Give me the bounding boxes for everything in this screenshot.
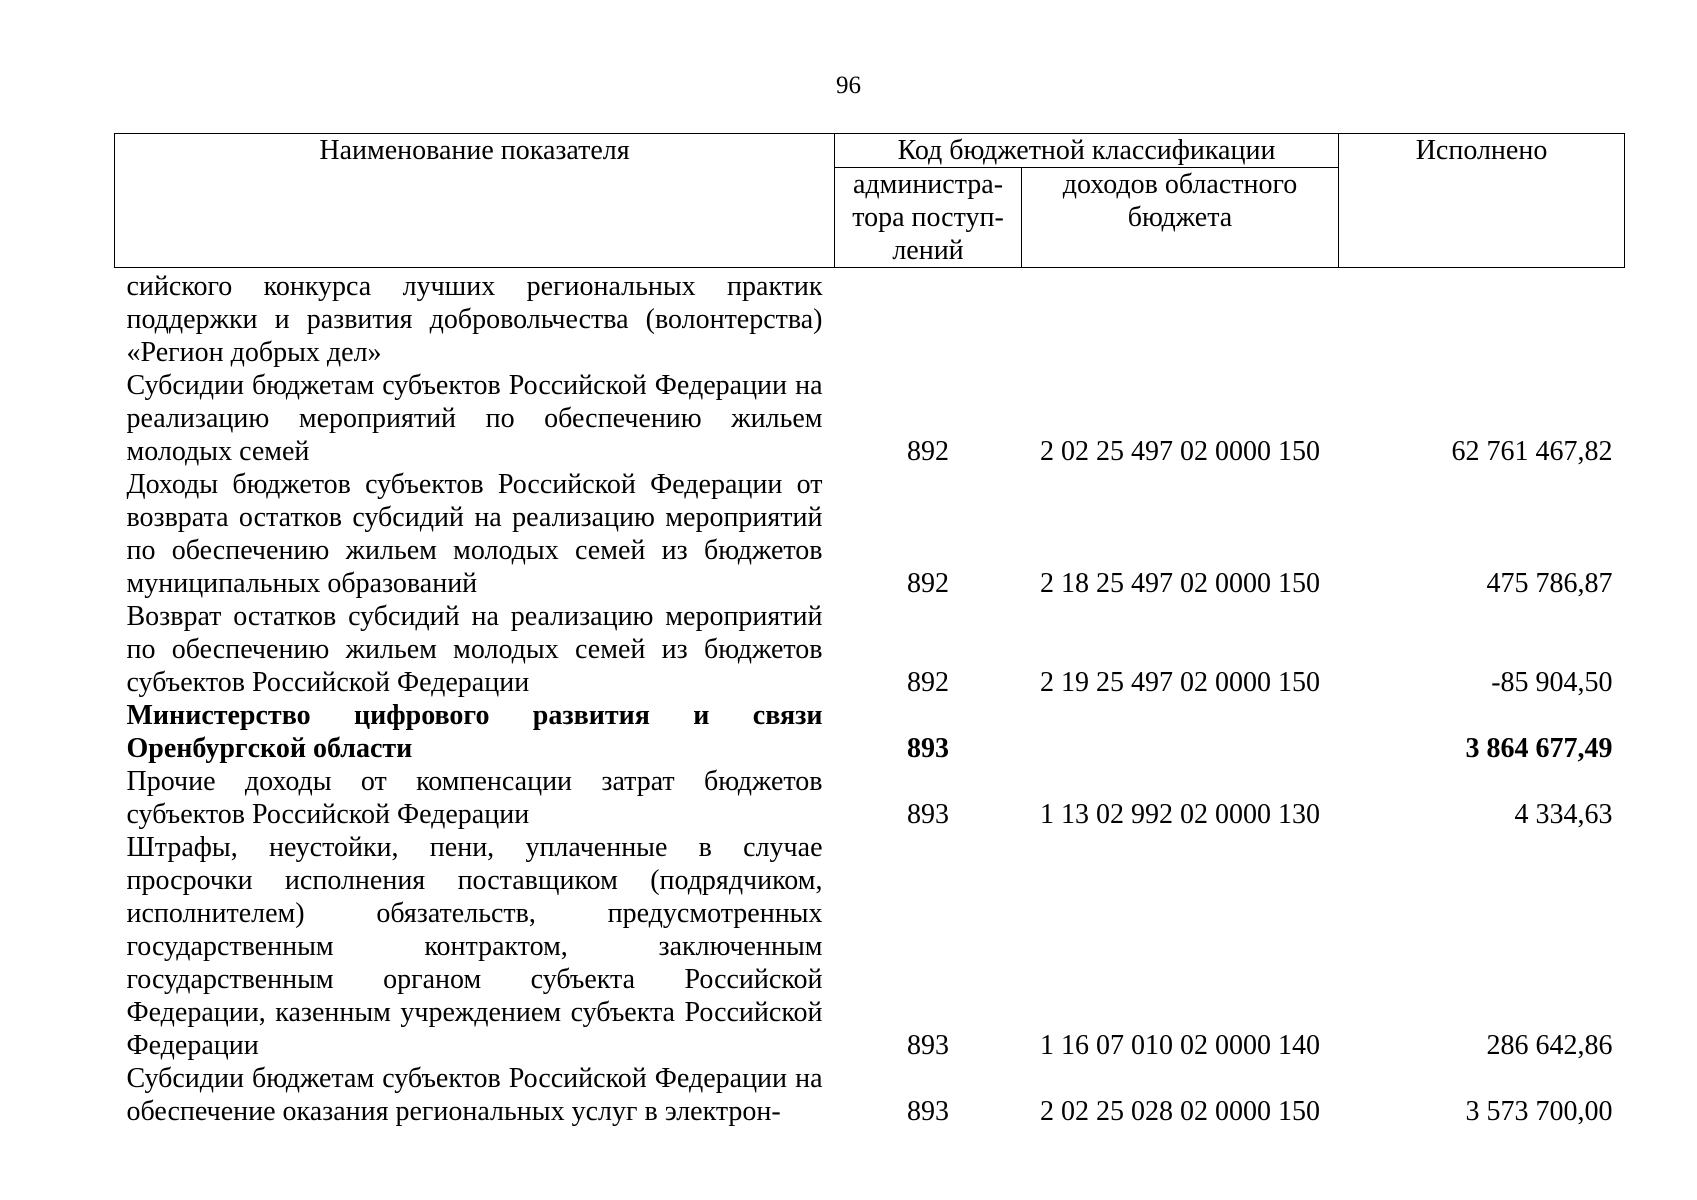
- row-administrator-code: 892: [907, 568, 949, 599]
- row-executed-amount: 3 573 700,00: [1465, 1096, 1613, 1127]
- row-executed-amount: -85 904,50: [1491, 667, 1613, 698]
- table-row: [115, 1062, 1625, 1128]
- table-header: [115, 134, 1625, 268]
- row-name: сийского конкурса лучших региональных практик поддержки и развития добровольчества (волонтерства) «Регион добрых дел»: [126, 271, 823, 368]
- header-revenue-label: доходов областного бюджета: [1062, 169, 1298, 233]
- table-row: [115, 468, 1625, 600]
- row-revenue-code: 2 02 25 028 02 0000 150: [1040, 1096, 1320, 1127]
- header-revenue: [1022, 168, 1339, 268]
- revenue-table: [114, 133, 1625, 1128]
- row-revenue-code: 1 16 07 010 02 0000 140: [1040, 1030, 1320, 1061]
- table-body: [115, 268, 1625, 1129]
- row-executed-amount: 4 334,63: [1514, 799, 1613, 830]
- row-name: Прочие доходы от компенсации затрат бюджетов субъектов Российской Федерации: [126, 766, 823, 830]
- row-administrator-code: 893: [907, 1030, 949, 1061]
- row-name: Доходы бюджетов субъектов Российской Федерации от возврата остатков субсидий на реализацию мероприятий по обеспечению жильем молодых семей из бюджетов муниципальных образований: [126, 469, 823, 599]
- row-executed-amount: 475 786,87: [1486, 568, 1613, 599]
- row-administrator-code: 892: [907, 667, 949, 698]
- table-row: [115, 765, 1625, 831]
- row-name: Субсидии бюджетам субъектов Российской Федерации на обеспечение оказания региональных услуг в электрон-: [126, 1063, 823, 1127]
- page-number: 96: [836, 72, 861, 99]
- table-row: [115, 369, 1625, 468]
- row-executed-amount: 3 864 677,49: [1465, 733, 1613, 764]
- table-row: [115, 831, 1625, 1062]
- row-name: Возврат остатков субсидий на реализацию мероприятий по обеспечению жильем молодых семей из бюджетов субъектов Российской Федерации: [126, 601, 823, 698]
- row-administrator-code: [835, 268, 1022, 370]
- row-revenue-code: 2 02 25 497 02 0000 150: [1040, 436, 1320, 467]
- row-name: Субсидии бюджетам субъектов Российской Федерации на реализацию мероприятий по обеспечению жильем молодых семей: [126, 370, 823, 467]
- table-row: [115, 268, 1625, 370]
- table-row: [115, 600, 1625, 699]
- row-revenue-code: [1022, 268, 1339, 370]
- row-administrator-code: 892: [907, 436, 949, 467]
- row-executed-amount: 62 761 467,82: [1451, 436, 1613, 467]
- row-executed-amount: 286 642,86: [1486, 1030, 1613, 1061]
- row-administrator-code: 893: [907, 799, 949, 830]
- header-administrator: [835, 168, 1022, 268]
- row-executed-amount: [1339, 268, 1625, 370]
- row-revenue-code: 1 13 02 992 02 0000 130: [1040, 799, 1320, 830]
- header-administrator-label: администра- тора поступ- лений: [852, 169, 1004, 266]
- row-revenue-code: 2 19 25 497 02 0000 150: [1040, 667, 1320, 698]
- header-executed: Исполнено: [1339, 134, 1625, 268]
- row-revenue-code: [1022, 699, 1339, 765]
- header-name: Наименование показателя: [115, 134, 835, 268]
- row-revenue-code: 2 18 25 497 02 0000 150: [1040, 568, 1320, 599]
- row-administrator-code: 893: [907, 733, 949, 764]
- row-name: Министерство цифрового развития и связи Оренбургской области: [126, 700, 823, 764]
- row-name: Штрафы, неустойки, пени, уплаченные в случае просрочки исполнения поставщиком (подрядчиком, исполнителем) обязательств, предусмотренных государственным контрактом, заключенным государственным органом субъекта Российской Федерации, казенным учреждением субъекта Российской Федерации: [126, 832, 823, 1061]
- table-row: [115, 699, 1625, 765]
- header-code-group: Код бюджетной классификации: [835, 134, 1339, 168]
- row-administrator-code: 893: [907, 1096, 949, 1127]
